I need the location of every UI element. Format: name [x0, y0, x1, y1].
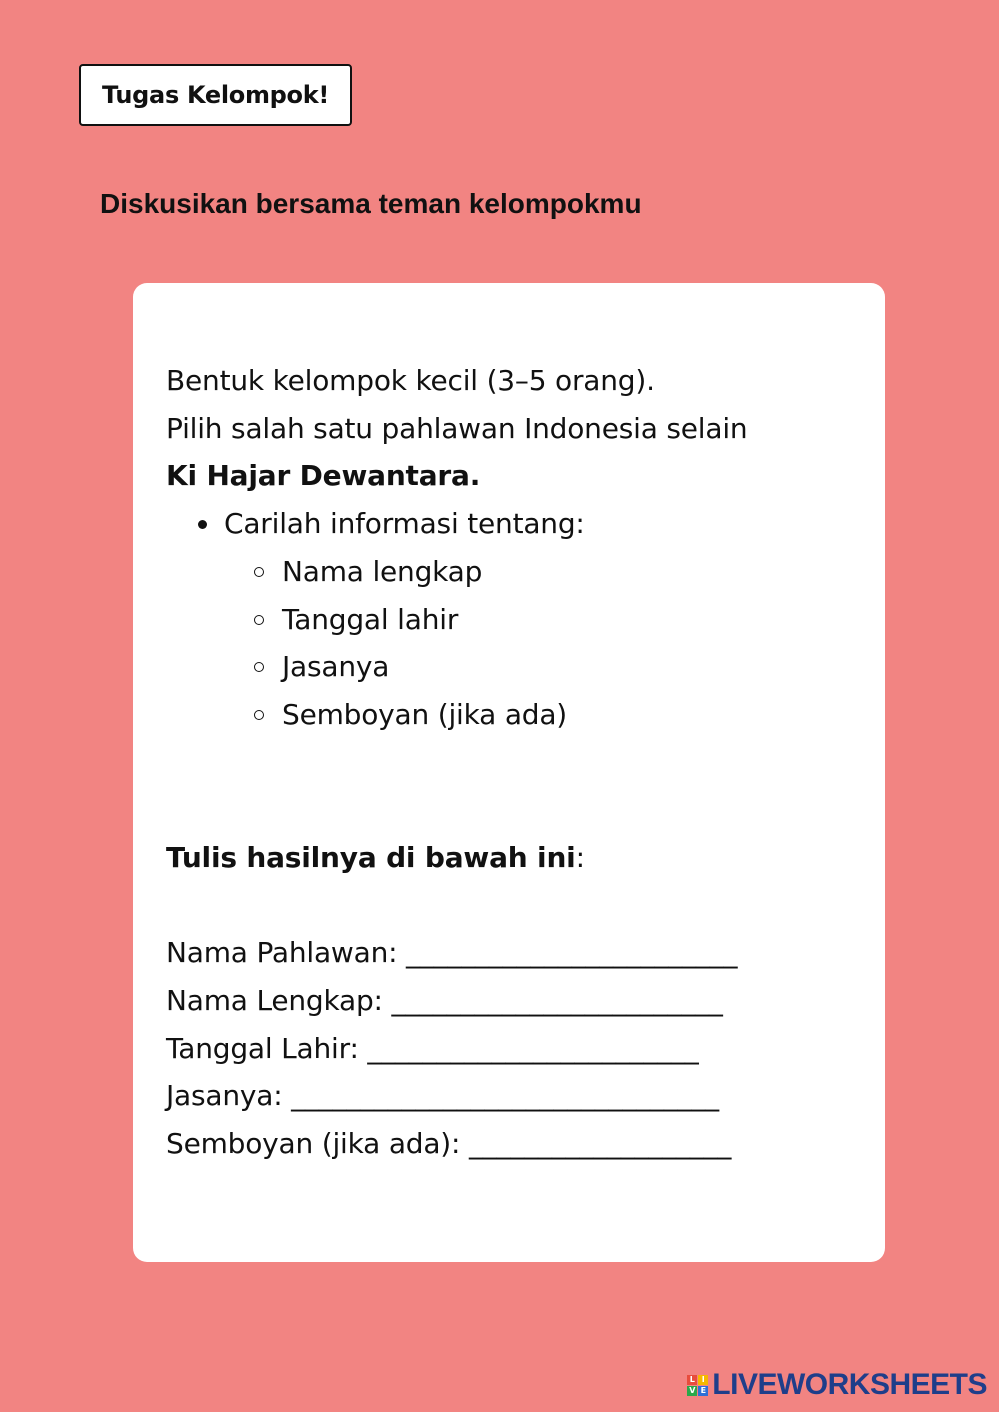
field-semboyan[interactable]: Semboyan (jika ada): ___________________ [166, 1127, 732, 1161]
subtitle: Diskusikan bersama teman kelompokmu [100, 188, 642, 219]
answer-fields [166, 929, 865, 1168]
sub-item-nama-lengkap: Nama lengkap [166, 548, 865, 596]
field-nama-pahlawan[interactable]: Nama Pahlawan: ________________________ [166, 936, 738, 970]
sub-item-tanggal-lahir: Tanggal lahir [166, 596, 865, 644]
sub-item-jasanya: Jasanya [166, 643, 865, 691]
card-content [166, 357, 865, 1168]
field-jasanya[interactable]: Jasanya: _______________________________ [166, 1079, 719, 1113]
result-heading-bold: Tulis hasilnya di bawah ini [166, 840, 576, 874]
logo-letter-l: L [687, 1375, 697, 1385]
field-tanggal-lahir[interactable]: Tanggal Lahir: ________________________ [166, 1031, 699, 1065]
worksheet-card [133, 283, 885, 1262]
sub-list [166, 548, 865, 739]
result-heading [166, 834, 865, 882]
bullet-list [166, 500, 865, 548]
logo-letter-i: I [698, 1375, 708, 1385]
liveworksheets-brand: LIVEWORKSHEETS [712, 1368, 987, 1401]
badge-title: Tugas Kelompok! [79, 64, 352, 126]
result-heading-colon: : [575, 840, 585, 874]
intro-line-2: Pilih salah satu pahlawan Indonesia selain [166, 411, 748, 445]
bullet-text: Carilah informasi tentang: [224, 507, 585, 541]
intro-line-1: Bentuk kelompok kecil (3–5 orang). [166, 364, 655, 397]
logo-letter-v: V [689, 1385, 696, 1395]
intro-line-3: Ki Hajar Dewantara. [166, 459, 481, 493]
logo-letter-e: E [698, 1386, 708, 1396]
sub-item-semboyan: Semboyan (jika ada) [166, 691, 865, 739]
bullet-item [166, 500, 865, 548]
field-nama-lengkap[interactable]: Nama Lengkap: ________________________ [166, 984, 723, 1018]
liveworksheets-logo [687, 1368, 987, 1402]
liveworksheets-icon [687, 1375, 708, 1396]
